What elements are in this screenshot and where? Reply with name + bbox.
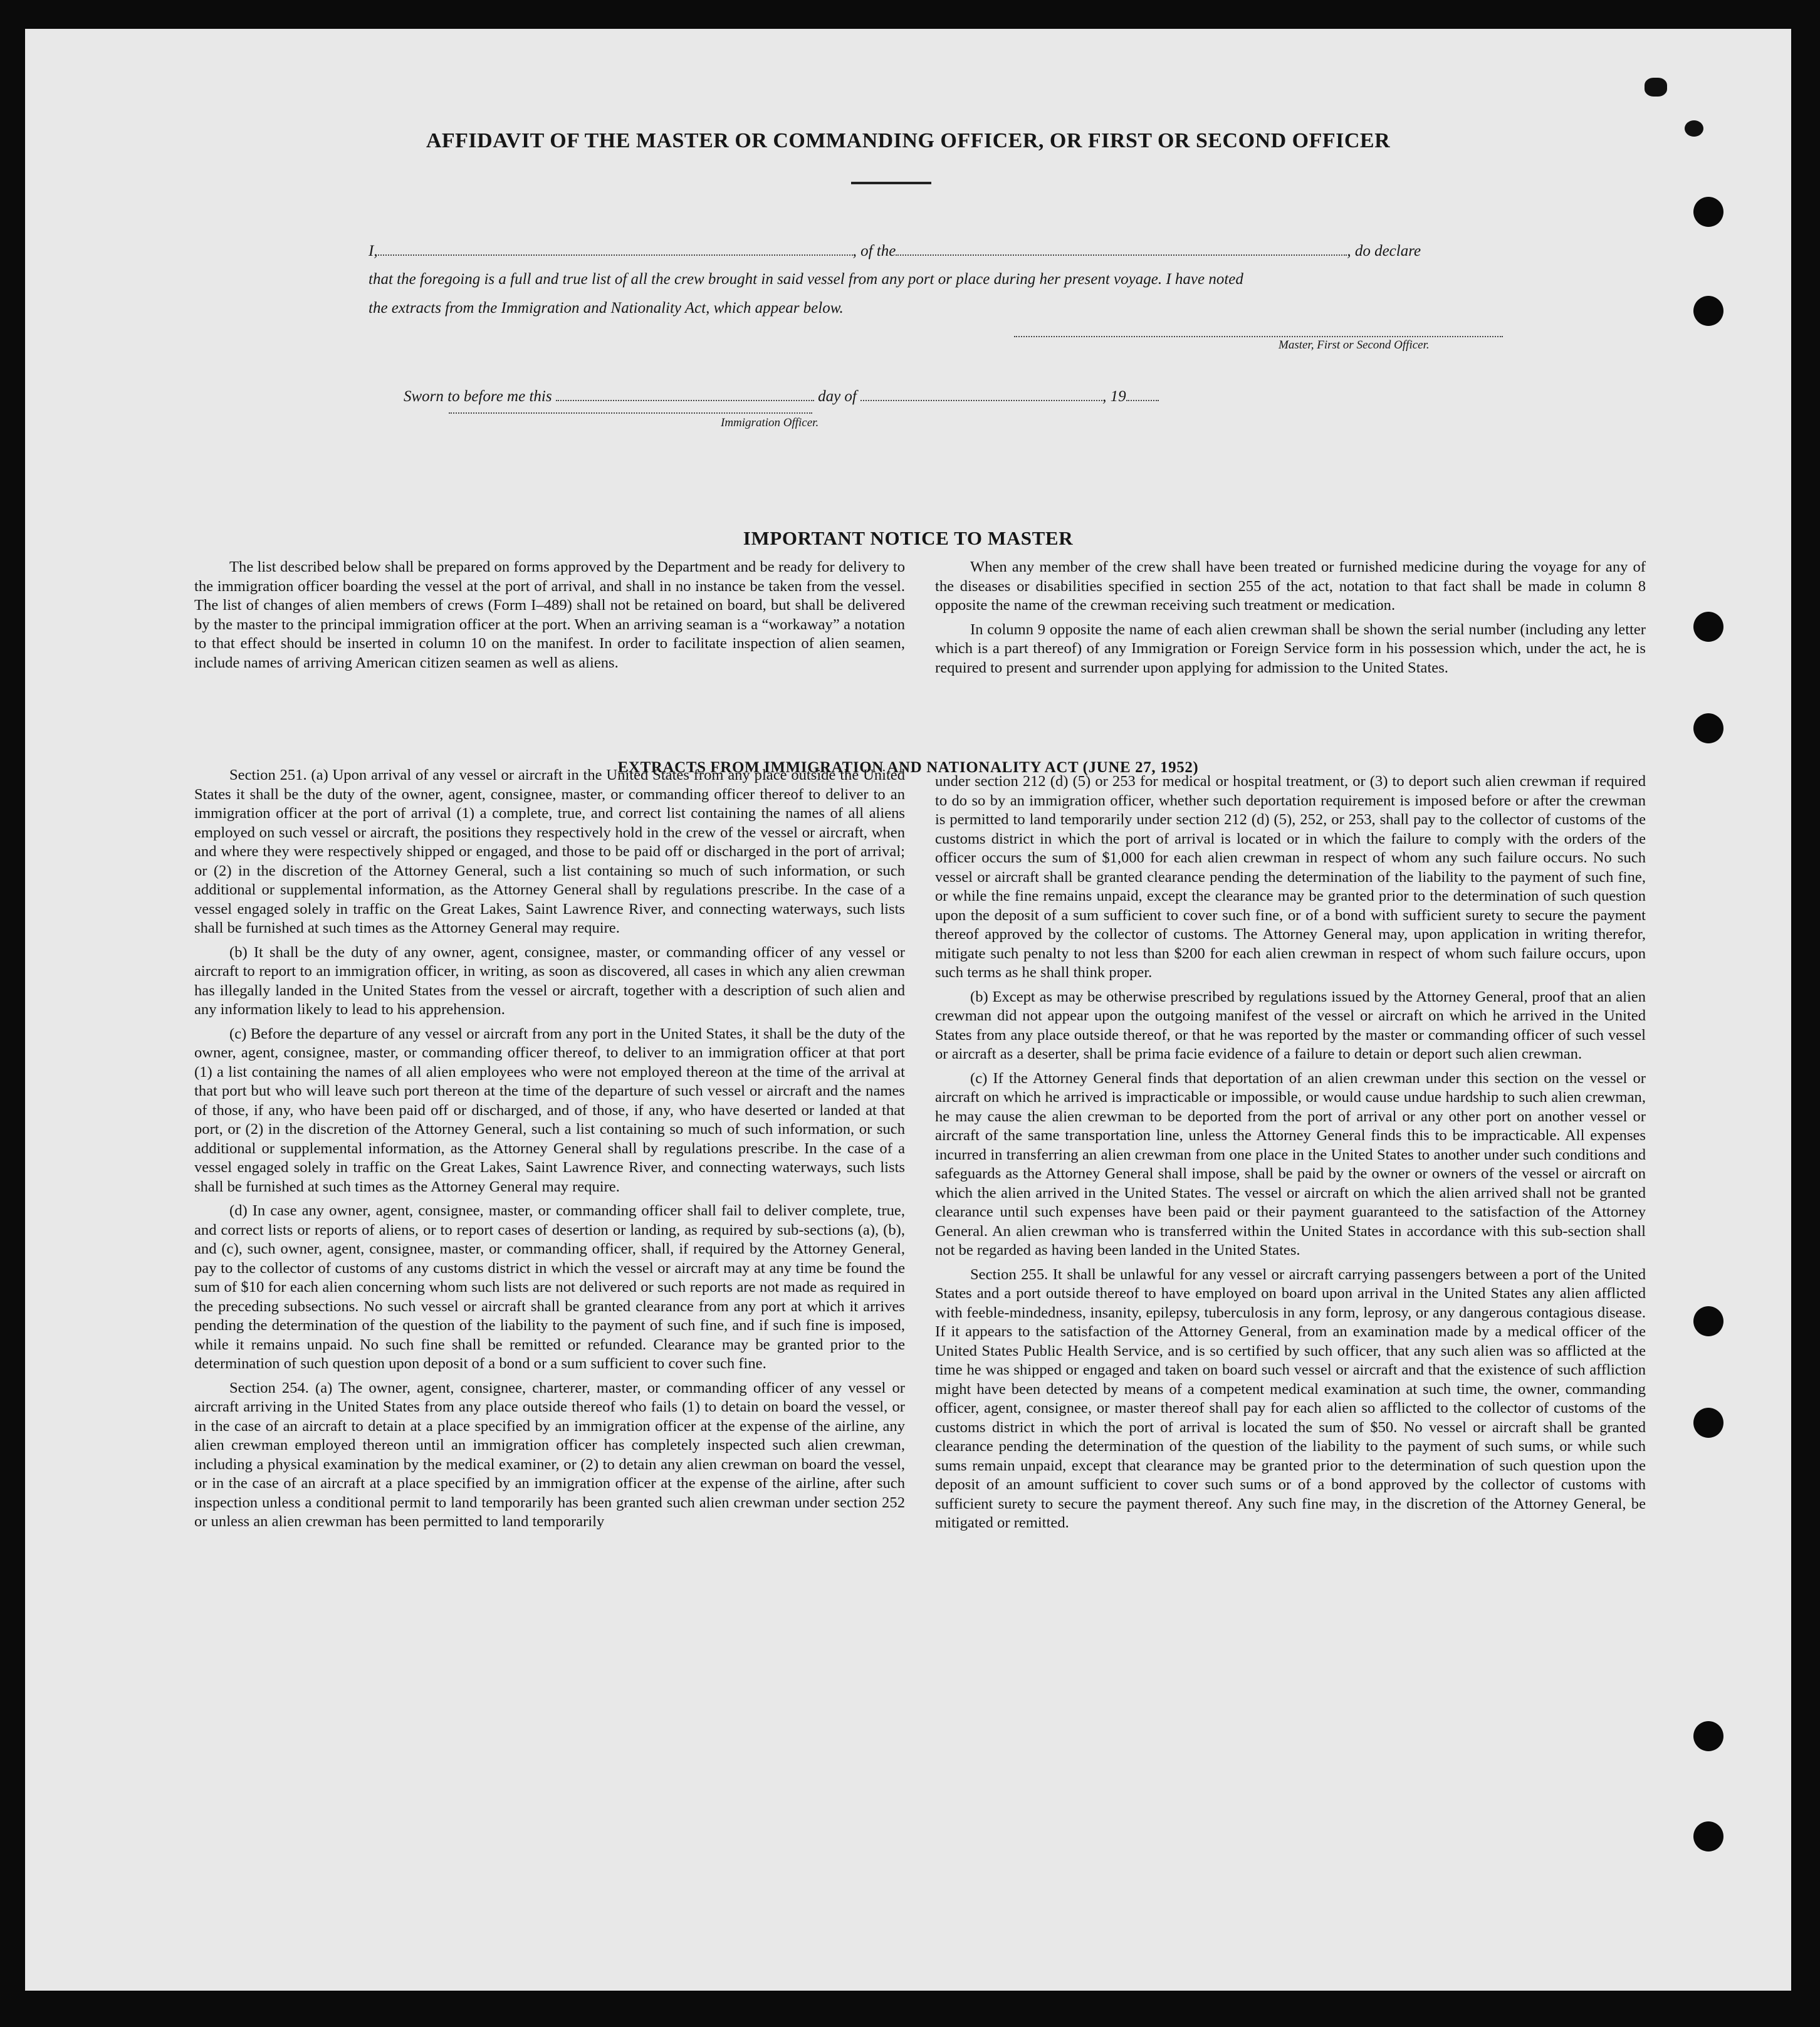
section-251a: Section 251. (a) Upon arrival of any vessel or aircraft in the United States from any place outside the United States it shall be the duty of the owner, agent, consignee, master, or commanding officer thereof to deliver to an immigration officer at the port of arrival (1) a complete, true, and correct list containing the names of all aliens employed on such vessel or aircraft, the positions they respectively hold in the crew of the vessel or aircraft, when and where they were respectively shipped or engaged, and those to be paid off or discharged in the port of arrival; or (2) in the discretion of the Attorney General, such a list containing so much of such information, or such additional or supplemental information, as the Attorney General shall by regulations prescribe. In the case of a vessel engaged solely in traffic on the Great Lakes, Saint Lawrence River, and connecting waterways, such lists shall be furnished at such times as the Attorney General may require. [194,767,905,936]
extracts-right-column [935,772,1646,1538]
punch-hole-4 [1693,713,1723,743]
sworn-line [404,387,1159,406]
notice-left-column [194,558,905,678]
punch-hole-6 [1693,1408,1723,1438]
do-declare-label: , do declare [1347,243,1421,259]
notice-paragraph: The list described below shall be prepared on forms approved by the Department and be ready for delivery to the immigration officer boarding the vessel at the port of arrival, and shall in no instance be taken from the vessel. The list of changes of alien members of crews (Form I–489) shall not be retained on board, but shall be delivered by the master to the principal immigration officer at the port. When an arriving seaman is a “workaway” a notation to that effect should be inserted in column 10 on the manifest. In order to facilitate inspection of alien seamen, include names of arriving American citizen seamen as well as aliens. [194,558,905,671]
ink-speck [1645,78,1667,97]
vessel-name-field[interactable] [896,242,1347,256]
notice-right-column [935,558,1646,683]
year-prefix-label: , 19 [1102,388,1126,405]
section-254a: Section 254. (a) The owner, agent, consignee, charterer, master, or commanding officer of any vessel or aircraft arriving in the United States from any place outside thereof who fails (1) to detain on board the vessel, or in the case of an aircraft to detain at a place specified by an immigration officer at the expense of the airline, any alien crewman employed thereon until an immigration officer has completely inspected such alien crewman, including a physical examination by the medical examiner, or (2) to detain any alien crewman on board the vessel, or in the case of an aircraft at a place specified by an immigration officer at the expense of the airline, after such inspection unless a conditional permit to land temporarily has been granted such alien crewman under section 252 or unless an alien crewman has been permitted to land temporarily [194,1379,905,1530]
affidavit-title: AFFIDAVIT OF THE MASTER OR COMMANDING OFFICER, OR FIRST OR SECOND OFFICER [426,129,1391,152]
section-251c: (c) Before the departure of any vessel or aircraft from any port in the United States, it shall be the duty of the owner, agent, consignee, master, or commanding officer thereof, to deliver to an immigration officer at that port (1) a list containing the names of all alien employees who were not employed thereon at the time of the arrival at that port but who will leave such port thereon at the time of the departure of such vessel or aircraft and the names of those, if any, who have been paid off or discharged, and of those, if any, who have deserted or landed at that port, or (2) in the discretion of the Attorney General, such a list containing so much of such information, or such additional or supplemental information, as the Attorney General shall by regulations prescribe. In the case of a vessel engaged solely in traffic on the Great Lakes, Saint Lawrence River, and connecting waterways, such lists shall be furnished at such times as the Attorney General may require. [194,1025,905,1195]
master-signature-caption: Master, First or Second Officer. [1279,338,1430,352]
section-254a-cont: under section 212 (d) (5) or 253 for medical or hospital treatment, or (3) to deport such alien crewman if required to do so by an immigration officer, whether such deportation requirement is imposed before or after the crewman is permitted to land temporarily under section 212 (d) (5), 252, or 253, shall pay to the collector of customs of the customs district in which the port of arrival is located or in which the failure to comply with the orders of the officer occurs the sum of $1,000 for each alien crewman in respect of whom any such failure occurs. No such vessel or aircraft shall be granted clearance pending the determination of the liability to the payment of such fine, or while the fine remains unpaid, except the clearance may be granted prior to the determination of such question upon the deposit of a sum sufficient to cover such fine, or of a bond with sufficient surety to secure the payment thereof approved by the collector of customs. The Attorney General may, upon application in writing therefor, mitigate such penalty to not less than $200 for each alien crewman in respect of whom such failure occurs, upon such terms as he shall think proper. [935,773,1646,981]
notice-paragraph: In column 9 opposite the name of each alien crewman shall be shown the serial number (including any letter which is a part thereof) of any Immigration or Foreign Service form in his possession which, under the act, he is required to present and surrender upon applying for admission to the United States. [935,621,1646,676]
punch-hole-1 [1693,197,1723,227]
section-254b: (b) Except as may be otherwise prescribed by regulations issued by the Attorney General, proof that an alien crewman did not appear upon the outgoing manifest of the vessel or aircraft on which he arrived in the United States from any place outside thereof, or that he was reported by the master or commanding officer of such vessel or aircraft as a deserter, shall be prima facie evidence of a failure to detain or deport such alien crewman. [935,988,1646,1062]
officer-signature-caption: Immigration Officer. [721,416,819,429]
officer-signature-line[interactable] [449,412,812,414]
punch-hole-5 [1693,1306,1723,1336]
i-label: I, [369,243,378,259]
document-page [25,29,1791,1991]
section-251b: (b) It shall be the duty of any owner, agent, consignee, master, or commanding officer of any vessel or aircraft to report to an immigration officer, in writing, as soon as discovered, all cases in which any alien crewman has illegally landed in the United States from the vessel or aircraft, together with a description of such alien and any information likely to lead to his apprehension. [194,943,905,1018]
declaration-text-2: the extracts from the Immigration and Nationality Act, which appear below. [369,300,844,317]
punch-hole-7 [1693,1721,1723,1751]
notice-paragraph: When any member of the crew shall have been treated or furnished medicine during the voyage for any of the diseases or disabilities specified in section 255 of the act, notation to that fact shall be made in column 8 opposite the name of the crewman receiving such treatment or medication. [935,558,1646,614]
sworn-year-field[interactable] [1126,387,1159,401]
sworn-month-field[interactable] [860,387,1102,401]
declarant-line [369,242,1421,260]
extracts-title: EXTRACTS FROM IMMIGRATION AND NATIONALITY ACT (JUNE 27, 1952) [617,759,1199,776]
sworn-label: Sworn to before me this [404,388,552,405]
notice-title: IMPORTANT NOTICE TO MASTER [743,527,1074,549]
master-signature-line[interactable] [1014,336,1503,337]
declaration-text-1: that the foregoing is a full and true list of all the crew brought in said vessel from any port or place during her present voyage. I have noted [369,271,1243,288]
section-251d: (d) In case any owner, agent, consignee, master, or commanding officer shall fail to deliver complete, true, and correct lists or reports of aliens, or to report cases of desertion or landing, as required by sub-sections (a), (b), and (c), such owner, agent, consignee, master, or commanding officer, shall, if required by the Attorney General, pay to the collector of customs of any customs district in which the vessel or aircraft may at any time be found the sum of $10 for each alien concerning whom such lists are not delivered or such reports are not made as required in the preceding subsections. No such vessel or aircraft shall be granted clearance from any port at which it arrives pending the determination of the question of the liability to the payment of such fine, and if such fine is imposed, while it remains unpaid. No such fine shall be remitted or refunded. Clearance may be granted prior to the determination of such question upon deposit of a bond or a sum sufficient to cover such fine. [194,1202,905,1372]
extracts-left-column [194,766,905,1537]
section-255: Section 255. It shall be unlawful for any vessel or aircraft carrying passengers between a port of the United States and a port outside thereof to have employed on board upon arrival in the United States any alien afflicted with feeble-mindedness, insanity, epilepsy, tuberculosis in any form, leprosy, or any dangerous contagious disease. If it appears to the satisfaction of the Attorney General, from an examination made by a medical officer of the United States Public Health Service, and is so certified by such officer, that any such alien was so afflicted at the time he was shipped or engaged and taken on board such vessel or aircraft and that the existence of such affliction might have been detected by means of a competent medical examination at such time, the owner, commanding officer, agent, consignee, or master thereof shall pay for each alien so afflicted to the collector of customs of the customs district in which the port of arrival is located the sum of $50. No vessel or aircraft shall be granted clearance pending the determination of the question of the liability to the payment of such sums, or while such sums remain unpaid, except that clearance may be granted prior to the determination of such question upon the deposit of an amount sufficient to cover such sums or of a bond approved by the collector of customs with sufficient surety to secure the payment thereof. Any such fine may, in the discretion of the Attorney General, be mitigated or remitted. [935,1265,1646,1531]
sworn-day-field[interactable] [556,387,814,401]
punch-hole-3 [1693,612,1723,642]
declarant-name-field[interactable] [378,242,853,256]
of-the-label: , of the [852,243,896,259]
punch-hole-2 [1693,296,1723,326]
section-254c: (c) If the Attorney General finds that deportation of an alien crewman under this section on the vessel or aircraft on which he arrived is impracticable or impossible, or would cause undue hardship to such alien crewman, he may cause the alien crewman to be deported from the port of arrival or any other port on another vessel or aircraft of the same transportation line, unless the Attorney General finds this to be impracticable. All expenses incurred in transferring an alien crewman from one place in the United States to another under such conditions and safeguards as the Attorney General shall impose, shall be paid by the owner or owners of the vessel or aircraft on which the alien arrived in the United States. The vessel or aircraft on which the alien arrived shall not be granted clearance until such expenses have been paid or their payment guaranteed to the satisfaction of the Attorney General. An alien crewman who is transferred within the United States in accordance with this sub-section shall not be regarded as having been landed in the United States. [935,1069,1646,1259]
day-of-label: day of [818,388,857,405]
title-underline [851,182,931,184]
punch-hole-8 [1693,1821,1723,1852]
